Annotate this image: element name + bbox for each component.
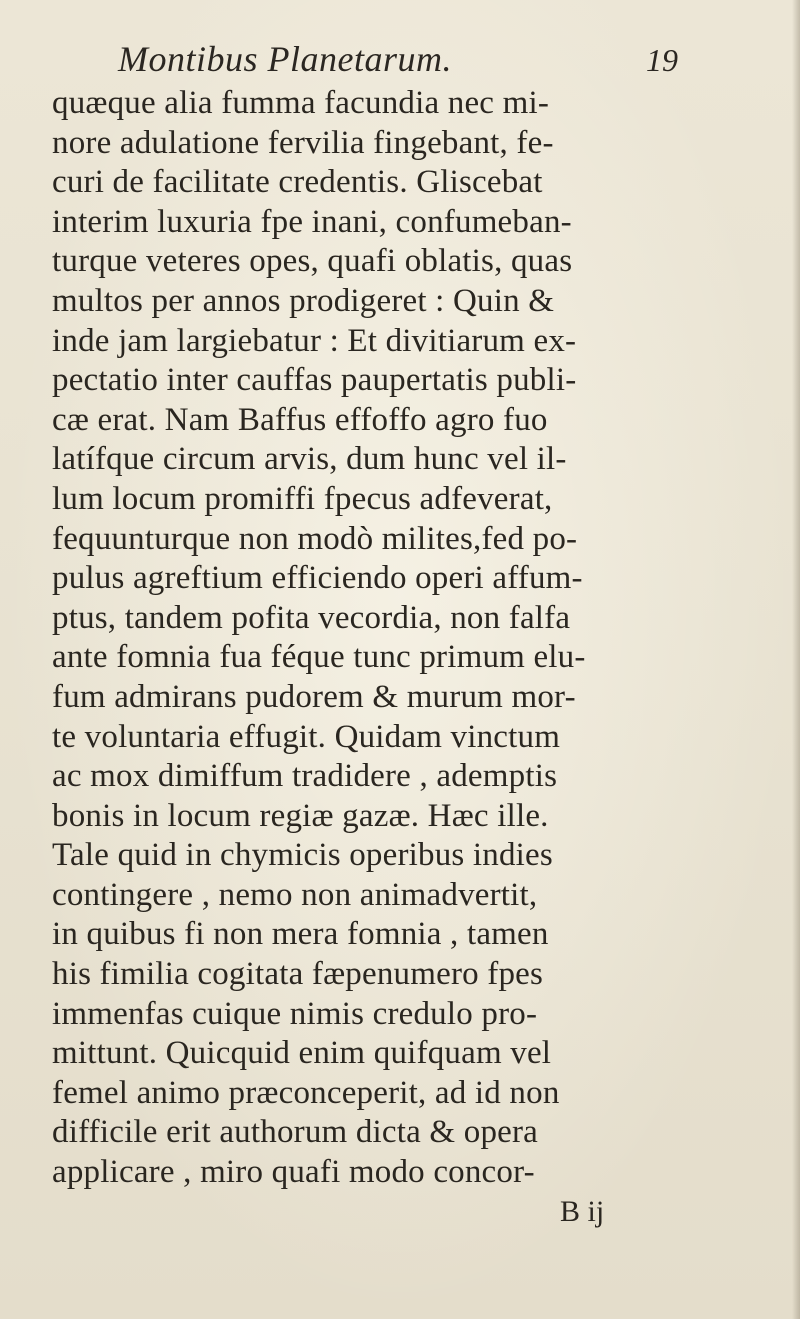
- signature-mark: B ij: [560, 1195, 605, 1228]
- text-line: ante fomnia fua féque tunc primum elu-: [52, 639, 586, 676]
- text-line: turque veteres opes, quafi oblatis, quas: [52, 243, 573, 280]
- text-line: quæque alia fumma facundia nec mi-: [52, 85, 550, 121]
- text-line: Tale quid in chymicis operibus indies: [52, 837, 553, 874]
- body-text: [52, 84, 752, 1193]
- text-line: lum locum promiffi fpecus adfeverat,: [52, 480, 553, 517]
- text-line: curi de facilitate credentis. Gliscebat: [52, 164, 543, 201]
- text-line: in quibus fi non mera fomnia , tamen: [52, 916, 549, 953]
- page-header: [118, 38, 678, 90]
- text-line: difficile erit authorum dicta & opera: [52, 1114, 539, 1151]
- text-line: ac mox dimiffum tradidere , ademptis: [52, 758, 558, 795]
- text-line: pulus agreftium efficiendo operi affum-: [52, 560, 583, 597]
- text-line: fequunturque non modò milites,fed po-: [52, 520, 578, 557]
- page-edge-shadow: [792, 0, 800, 1319]
- text-line: inde jam largiebatur : Et divitiarum ex-: [52, 322, 577, 359]
- text-line: immenfas cuique nimis credulo pro-: [52, 995, 538, 1032]
- text-line: te voluntaria effugit. Quidam vinctum: [52, 718, 561, 755]
- text-line: nore adulatione fervilia fingebant, fe-: [52, 124, 554, 161]
- text-line: fum admirans pudorem & murum mor-: [52, 678, 576, 715]
- text-line: cæ erat. Nam Baffus effoffo agro fuo: [52, 401, 548, 438]
- text-line: femel animo præconceperit, ad id non: [52, 1074, 560, 1111]
- text-line: interim luxuria fpe inani, confumeban-: [52, 203, 572, 240]
- running-head: Montibus Planetarum.: [118, 39, 452, 79]
- text-line: ptus, tandem pofita vecordia, non falfa: [52, 599, 571, 636]
- text-line: applicare , miro quafi modo concor-: [52, 1154, 535, 1191]
- text-line: mittunt. Quicquid enim quifquam vel: [52, 1035, 552, 1072]
- text-line: latífque circum arvis, dum hunc vel il-: [52, 441, 567, 478]
- text-line: bonis in locum regiæ gazæ. Hæc ille.: [52, 797, 549, 834]
- text-line: his fimilia cogitata fæpenumero fpes: [52, 956, 544, 993]
- text-line: multos per annos prodigeret : Quin &: [52, 282, 555, 319]
- page-number: 19: [646, 42, 678, 78]
- text-line: pectatio inter cauffas paupertatis publi-: [52, 362, 577, 399]
- text-line: contingere , nemo non animadvertit,: [52, 876, 538, 913]
